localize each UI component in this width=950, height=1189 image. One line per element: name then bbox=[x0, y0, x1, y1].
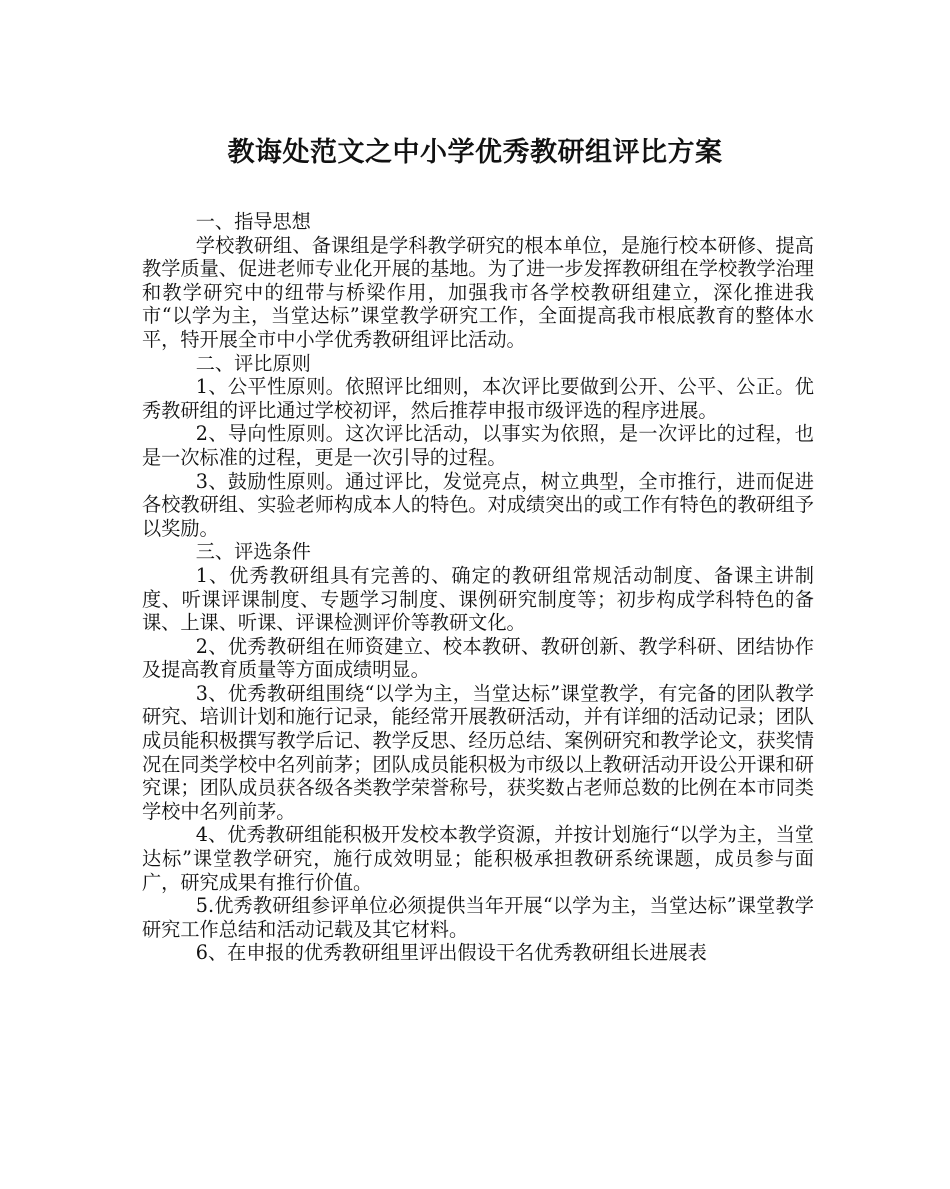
paragraph-condition-5: 5.优秀教研组参评单位必须提供当年开展“以学为主，当堂达标”课堂教学研究工作总结和活动记载及其它材料。 bbox=[142, 894, 814, 941]
document-title: 教诲处范文之中小学优秀教研组评比方案 bbox=[227, 137, 723, 168]
paragraph-condition-3: 3、优秀教研组围绕“以学为主，当堂达标”课堂教学，有完备的团队教学研究、培训计划和施行记录，能经常开展教研活动，并有详细的活动记录；团队成员能积极撰写教学后记、教学反思、经历总结、案例研究和教学论文，获奖情况在同类学校中名列前茅；团队成员能积极为市级以上教研活动开设公开课和研究课；团队成员获各级各类教学荣誉称号，获奖数占老师总数的比例在本市同类学校中名列前茅。 bbox=[142, 681, 814, 823]
section-heading-guiding-ideology: 一、指导思想 bbox=[195, 210, 311, 233]
paragraph-principle-encouragement: 3、鼓励性原则。通过评比，发觉亮点，树立典型，全市推行，进而促进各校教研组、实验老师构成本人的特色。对成绩突出的或工作有特色的教研组予以奖励。 bbox=[142, 469, 814, 540]
paragraph-condition-4: 4、优秀教研组能积极开发校本教学资源，并按计划施行“以学为主，当堂达标”课堂教学研究，施行成效明显；能积极承担教研系统课题，成员参与面广，研究成果有推行价值。 bbox=[142, 823, 814, 894]
paragraph-guiding-ideology: 学校教研组、备课组是学科教学研究的根本单位，是施行校本研修、提高教学质量、促进老师专业化开展的基地。为了进一步发挥教研组在学校教学治理和教学研究中的纽带与桥梁作用，加强我市各学校教研组建立，深化推进我市“以学为主，当堂达标”课堂教学研究工作，全面提高我市根底教育的整体水平，特开展全市中小学优秀教研组评比活动。 bbox=[142, 233, 814, 351]
section-heading-conditions: 三、评选条件 bbox=[195, 540, 311, 564]
section-heading-principles: 二、评比原则 bbox=[195, 351, 311, 375]
document-body bbox=[142, 210, 814, 965]
paragraph-condition-6: 6、在申报的优秀教研组里评出假设干名优秀教研组长进展表 bbox=[195, 941, 707, 965]
paragraph-principle-guidance: 2、导向性原则。这次评比活动，以事实为依照，是一次评比的过程，也是一次标准的过程，更是一次引导的过程。 bbox=[142, 422, 814, 469]
paragraph-condition-1: 1、优秀教研组具有完善的、确定的教研组常规活动制度、备课主讲制度、听课评课制度、专题学习制度、课例研究制度等；初步构成学科特色的备课、上课、听课、评课检测评价等教研文化。 bbox=[142, 563, 814, 635]
paragraph-condition-2: 2、优秀教研组在师资建立、校本教研、教研创新、教学科研、团结协作及提高教育质量等方面成绩明显。 bbox=[142, 634, 814, 682]
paragraph-principle-fairness: 1、公平性原则。依照评比细则，本次评比要做到公开、公平、公正。优秀教研组的评比通过学校初评，然后推荐申报市级评选的程序进展。 bbox=[142, 375, 814, 422]
